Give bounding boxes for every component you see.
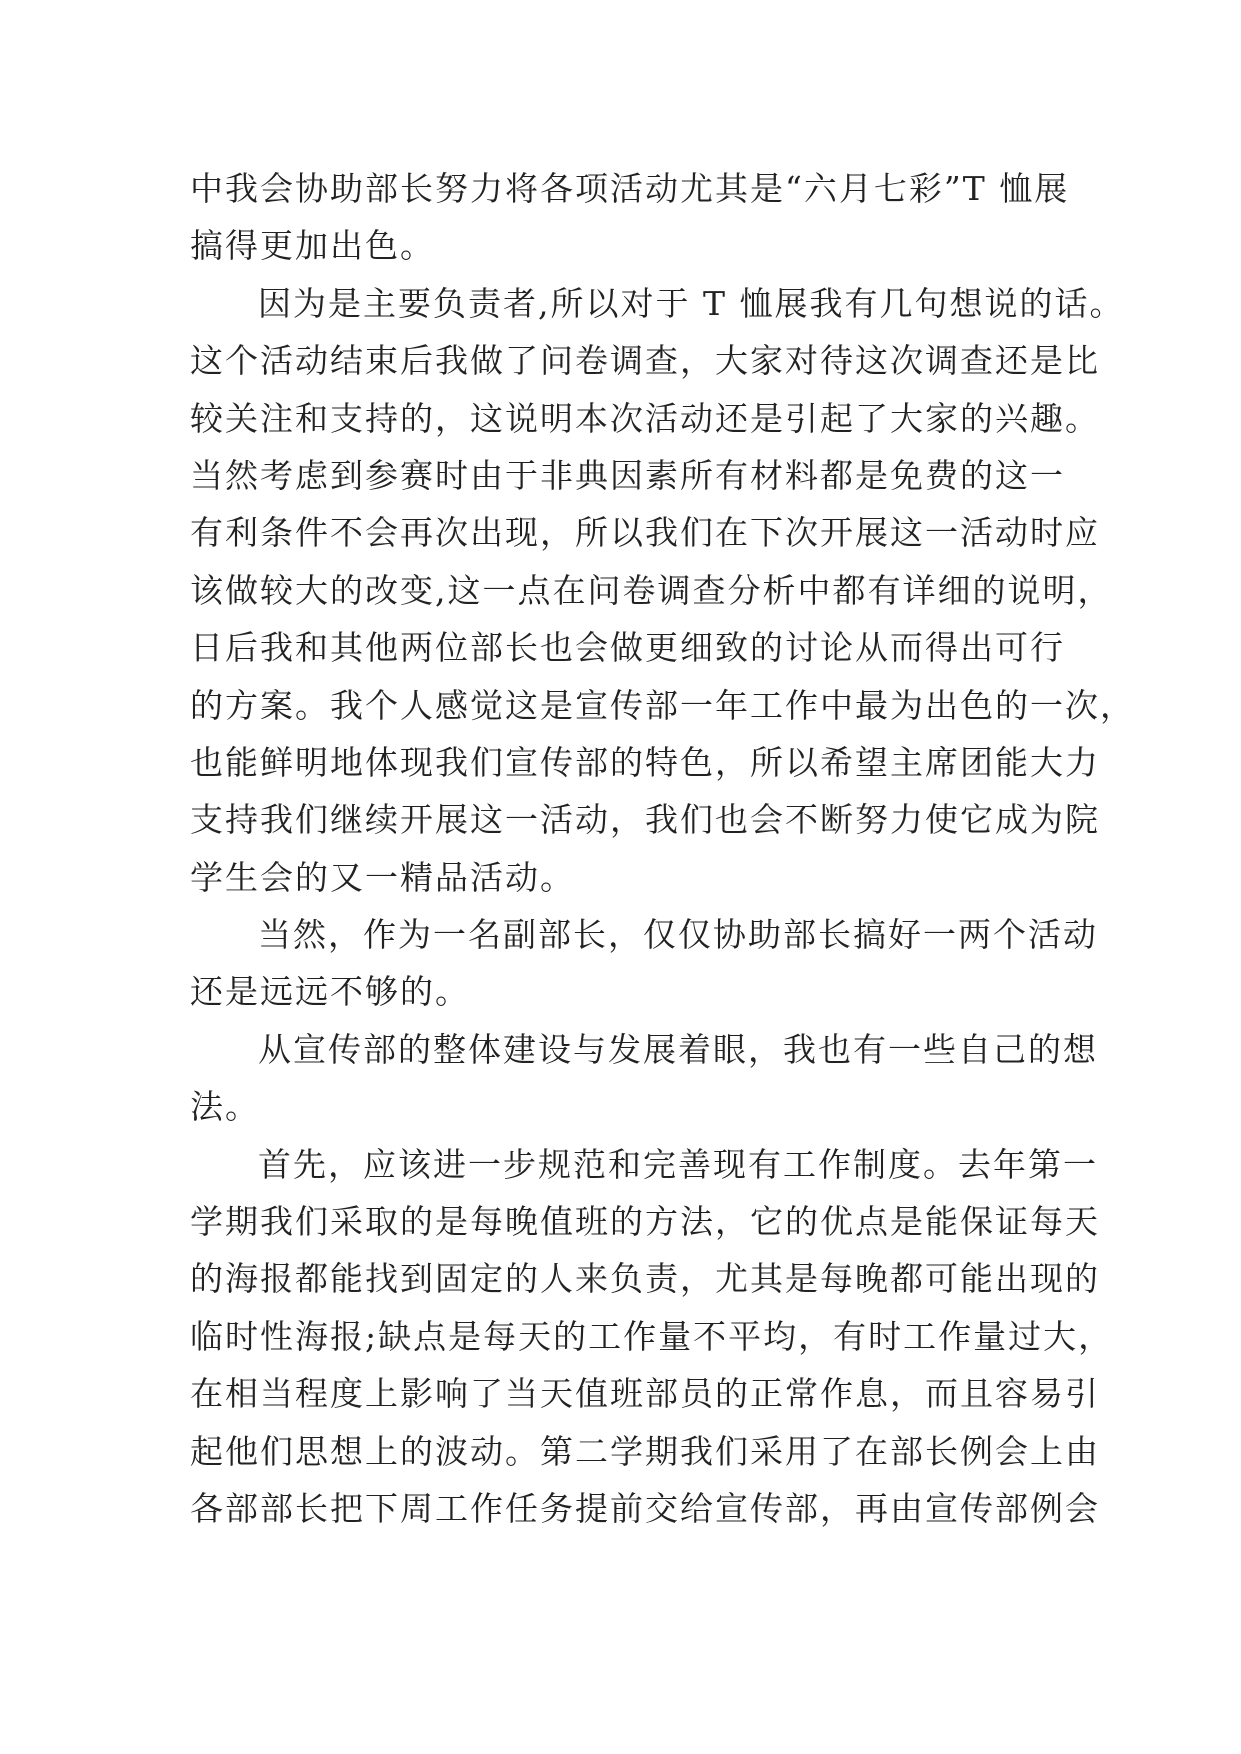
text-line: 较关注和支持的，这说明本次活动还是引起了大家的兴趣。: [190, 398, 1100, 438]
text-line: 临时性海报;缺点是每天的工作量不平均，有时工作量过大，: [190, 1316, 1114, 1356]
text-line: 在相当程度上影响了当天值班部员的正常作息，而且容易引: [190, 1374, 1100, 1414]
text-line: 有利条件不会再次出现，所以我们在下次开展这一活动时应: [190, 513, 1100, 553]
text-line: 起他们思想上的波动。第二学期我们采用了在部长例会上由: [190, 1431, 1100, 1471]
text-line: 学生会的又一精品活动。: [190, 857, 575, 897]
text-line: 的海报都能找到固定的人来负责，尤其是每晚都可能出现的: [190, 1259, 1100, 1299]
paragraph-5: [190, 1136, 1114, 1538]
paragraph-3: [190, 906, 1098, 1021]
text-line: 支持我们继续开展这一活动，我们也会不断努力使它成为院: [190, 800, 1100, 840]
text-line: 当然，作为一名副部长，仅仅协助部长搞好一两个活动: [258, 915, 1098, 955]
text-line: 中我会协助部长努力将各项活动尤其是“六月七彩”T 恤展: [190, 169, 1070, 208]
text-line: 法。: [190, 1087, 260, 1127]
text-line: 当然考虑到参赛时由于非典因素所有材料都是免费的这一: [190, 455, 1065, 495]
text-line: 因为是主要负责者,所以对于 T 恤展我有几句想说的话。: [258, 283, 1125, 323]
text-line: 也能鲜明地体现我们宣传部的特色，所以希望主席团能大力: [190, 742, 1100, 782]
text-line: 学期我们采取的是每晚值班的方法，它的优点是能保证每天: [190, 1202, 1100, 1242]
text-line: 的方案。我个人感觉这是宣传部一年工作中最为出色的一次，: [190, 685, 1135, 725]
document-body: [190, 160, 1135, 1537]
text-line: 日后我和其他两位部长也会做更细致的讨论从而得出可行: [190, 628, 1065, 668]
text-line: 首先，应该进一步规范和完善现有工作制度。去年第一: [258, 1144, 1098, 1184]
text-line: 这个活动结束后我做了问卷调查，大家对待这次调查还是比: [190, 341, 1100, 381]
paragraph-2: [190, 275, 1135, 906]
paragraph-4: [190, 1021, 1098, 1136]
text-line: 从宣传部的整体建设与发展着眼，我也有一些自己的想: [258, 1029, 1098, 1069]
text-line: 该做较大的改变,这一点在问卷调查分析中都有详细的说明，: [190, 570, 1113, 610]
text-line: 搞得更加出色。: [190, 226, 435, 266]
text-line: 各部部长把下周工作任务提前交给宣传部，再由宣传部例会: [190, 1488, 1100, 1528]
text-line: 还是远远不够的。: [190, 972, 470, 1012]
paragraph-1: [190, 160, 1070, 275]
